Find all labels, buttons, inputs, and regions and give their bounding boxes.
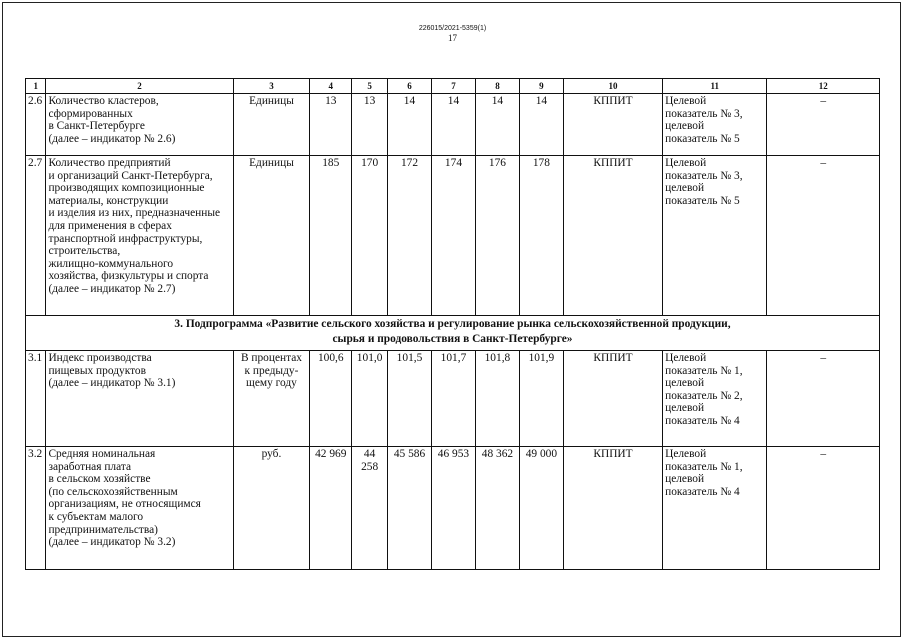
- target-indicator: [663, 447, 767, 570]
- target-line: показатель № 1,: [665, 364, 743, 377]
- indicator-value: 101,0: [352, 351, 388, 447]
- section-title-line: сырья и продовольствия в Санкт-Петербурге»: [332, 333, 573, 345]
- note-dash: –: [820, 95, 827, 107]
- column-number-header: 8: [475, 79, 519, 94]
- note: [767, 447, 880, 570]
- target-line: показатель № 4: [665, 414, 740, 427]
- section-title: [26, 316, 880, 351]
- indicator-value: 170: [352, 156, 388, 316]
- unit-line: щему году: [246, 377, 297, 390]
- document-number: 226015/2021-5359(1): [418, 25, 487, 32]
- indicator-name-line: предпринимательства): [48, 523, 158, 536]
- unit-line: Единицы: [249, 95, 294, 107]
- indicator-name-line: и изделия из них, предназначенные: [48, 207, 221, 220]
- indicator-name-line: (далее – индикатор № 3.2): [48, 536, 176, 549]
- column-number-header: 12: [767, 79, 880, 94]
- indicator-name-line: производящих композиционные: [48, 182, 205, 195]
- indicator-number: 3.1: [26, 351, 46, 447]
- indicator-name-line: Количество предприятий: [48, 157, 171, 169]
- indicator-name-line: пищевых продуктов: [48, 364, 146, 377]
- indicator-value: 45 586: [388, 447, 432, 570]
- unit-of-measure: [233, 156, 310, 316]
- indicator-name-line: (по сельскохозяйственным: [48, 485, 178, 498]
- indicator-number: 2.7: [26, 156, 46, 316]
- unit-of-measure: [233, 351, 310, 447]
- indicator-name: [46, 156, 233, 316]
- indicator-value: 14: [475, 94, 519, 156]
- note: [767, 94, 880, 156]
- target-indicator: [663, 156, 767, 316]
- target-line: показатель № 5: [665, 132, 740, 145]
- column-number-header: 5: [352, 79, 388, 94]
- executor: КППИТ: [563, 156, 662, 316]
- indicator-name-line: хозяйства, физкультуры и спорта: [48, 270, 209, 283]
- indicator-value: 101,7: [431, 351, 475, 447]
- target-line: целевой: [665, 377, 705, 390]
- column-number-header: 10: [563, 79, 662, 94]
- indicator-value: 176: [475, 156, 519, 316]
- indicator-name-line: (далее – индикатор № 2.7): [48, 282, 176, 295]
- indicator-name-line: в сельском хозяйстве: [48, 473, 151, 486]
- indicator-value: 49 000: [519, 447, 563, 570]
- target-line: Целевой: [665, 352, 707, 364]
- section-row: [26, 316, 880, 351]
- target-line: показатель № 4: [665, 485, 740, 498]
- target-line: Целевой: [665, 157, 707, 169]
- indicator-value: 13: [310, 94, 352, 156]
- indicator-name-line: жилищно-коммунального: [48, 257, 174, 270]
- indicator-number: 2.6: [26, 94, 46, 156]
- indicator-value: 14: [388, 94, 432, 156]
- indicator-name-line: и организаций Санкт-Петербурга,: [48, 169, 213, 182]
- indicator-name-line: (далее – индикатор № 2.6): [48, 132, 176, 145]
- indicator-name-line: Количество кластеров,: [48, 95, 159, 107]
- unit-line: к предыду-: [244, 364, 299, 377]
- indicator-value: 185: [310, 156, 352, 316]
- target-line: целевой: [665, 182, 705, 195]
- indicator-value: 46 953: [431, 447, 475, 570]
- unit-of-measure: [233, 94, 310, 156]
- target-line: показатель № 3,: [665, 169, 743, 182]
- indicator-name-line: для применения в сферах: [48, 219, 172, 232]
- column-number-header: 4: [310, 79, 352, 94]
- indicator-name-line: (далее – индикатор № 3.1): [48, 377, 176, 390]
- column-number-header: 7: [431, 79, 475, 94]
- indicator-value: 14: [519, 94, 563, 156]
- indicator-name-line: строительства,: [48, 245, 121, 258]
- indicator-value: 100,6: [310, 351, 352, 447]
- target-line: целевой: [665, 120, 705, 133]
- target-line: Целевой: [665, 448, 707, 460]
- target-indicator: [663, 94, 767, 156]
- indicator-name-line: транспортной инфраструктуры,: [48, 232, 203, 245]
- target-line: Целевой: [665, 95, 707, 107]
- note: [767, 351, 880, 447]
- indicator-row: [26, 351, 880, 447]
- executor: КППИТ: [563, 351, 662, 447]
- column-number-header: 3: [233, 79, 310, 94]
- unit-line: руб.: [261, 448, 282, 460]
- unit-line: Единицы: [249, 157, 294, 169]
- executor: КППИТ: [563, 447, 662, 570]
- indicator-row: [26, 94, 880, 156]
- indicator-name-line: организациям, не относящимся: [48, 498, 201, 511]
- note-dash: –: [820, 448, 827, 460]
- column-number-header: 11: [663, 79, 767, 94]
- indicator-name: [46, 447, 233, 570]
- target-line: целевой: [665, 402, 705, 415]
- section-title-line: 3. Подпрограмма «Развитие сельского хозяйства и регулирование рынка сельскохозяйственной продукции,: [174, 318, 731, 330]
- indicator-name-line: к субъектам малого: [48, 510, 144, 523]
- note-dash: –: [820, 352, 827, 364]
- indicator-value: 44 258: [352, 447, 388, 570]
- target-line: показатель № 1,: [665, 460, 743, 473]
- indicator-value: 13: [352, 94, 388, 156]
- indicator-row: [26, 447, 880, 570]
- indicator-value: 42 969: [310, 447, 352, 570]
- indicators-table: [25, 78, 880, 570]
- target-line: показатель № 5: [665, 194, 740, 207]
- indicator-number: 3.2: [26, 447, 46, 570]
- indicator-value: 48 362: [475, 447, 519, 570]
- indicator-value: 101,8: [475, 351, 519, 447]
- indicator-value: 101,9: [519, 351, 563, 447]
- indicator-name-line: Индекс производства: [48, 352, 152, 364]
- column-number-header: 2: [46, 79, 233, 94]
- page-number: 17: [448, 33, 457, 43]
- indicator-name-line: Средняя номинальная: [48, 448, 156, 460]
- note: [767, 156, 880, 316]
- indicator-value: 172: [388, 156, 432, 316]
- target-line: целевой: [665, 473, 705, 486]
- indicator-value: 14: [431, 94, 475, 156]
- indicator-value: 178: [519, 156, 563, 316]
- indicator-name-line: заработная плата: [48, 460, 132, 473]
- indicator-name: [46, 94, 233, 156]
- column-number-header: 1: [26, 79, 46, 94]
- note-dash: –: [820, 157, 827, 169]
- indicator-value: 101,5: [388, 351, 432, 447]
- column-number-row: [26, 79, 880, 94]
- indicator-name-line: материалы, конструкции: [48, 194, 169, 207]
- column-number-header: 6: [388, 79, 432, 94]
- column-number-header: 9: [519, 79, 563, 94]
- indicator-row: [26, 156, 880, 316]
- executor: КППИТ: [563, 94, 662, 156]
- target-line: показатель № 3,: [665, 107, 743, 120]
- unit-line: В процентах: [240, 352, 302, 364]
- indicator-name: [46, 351, 233, 447]
- indicator-value: 174: [431, 156, 475, 316]
- unit-of-measure: [233, 447, 310, 570]
- target-line: показатель № 2,: [665, 389, 743, 402]
- indicator-name-line: сформированных: [48, 107, 133, 120]
- indicator-name-line: в Санкт-Петербурге: [48, 120, 145, 133]
- target-indicator: [663, 351, 767, 447]
